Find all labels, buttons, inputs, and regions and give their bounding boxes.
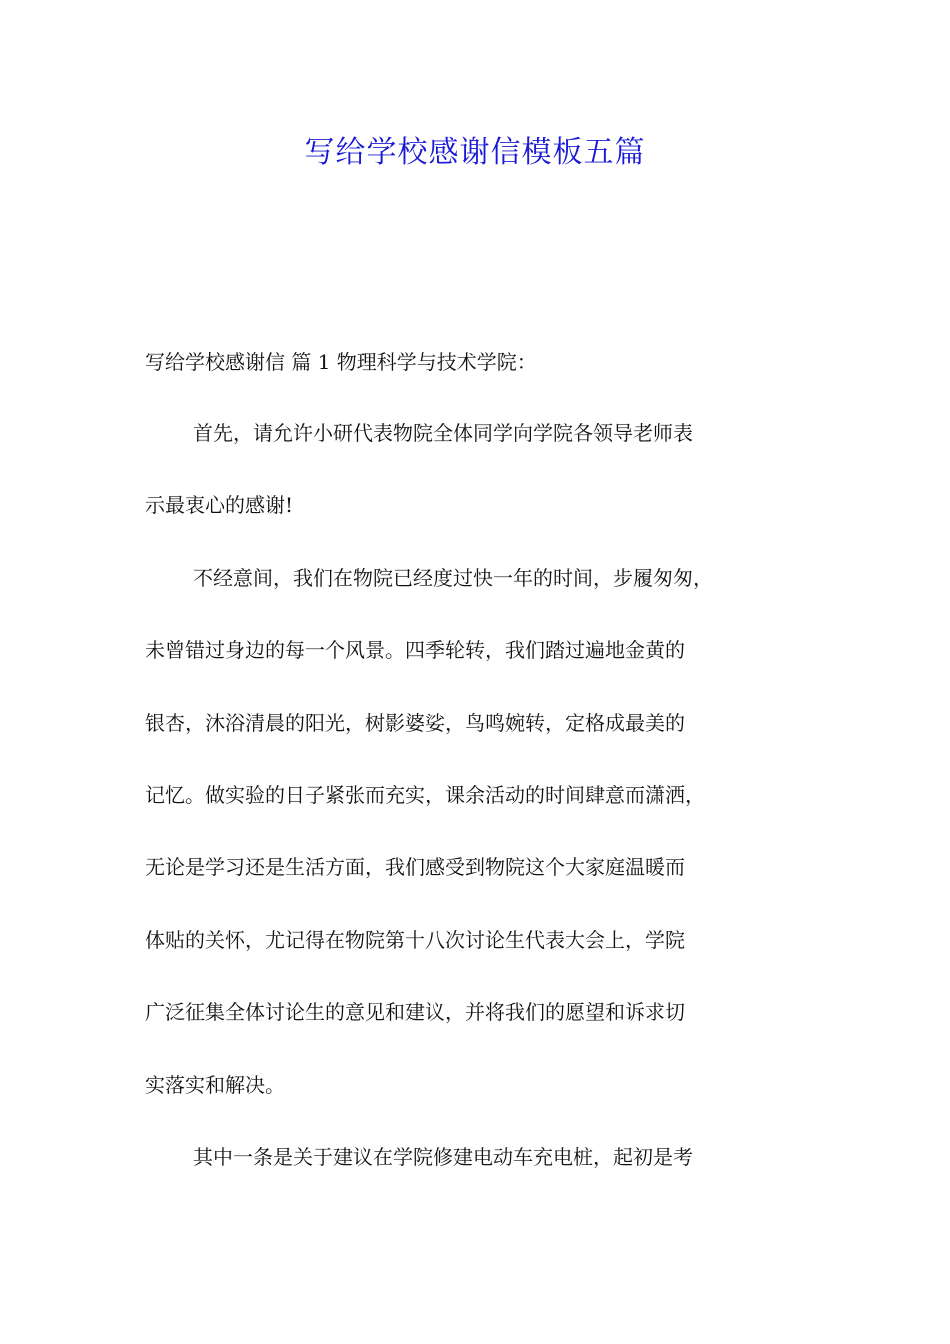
body-line: 未曾错过身边的每一个风景。四季轮转，我们踏过遍地金黄的 bbox=[145, 638, 685, 663]
document-title: 写给学校感谢信模板五篇 bbox=[304, 135, 646, 170]
body-line: 体贴的关怀，尤记得在物院第十八次讨论生代表大会上，学院 bbox=[145, 927, 685, 952]
body-line: 首先，请允许小研代表物院全体同学向学院各领导老师表 bbox=[193, 421, 693, 445]
document-body bbox=[145, 338, 835, 1205]
body-line: 无论是学习还是生活方面，我们感受到物院这个大家庭温暖而 bbox=[145, 855, 685, 880]
body-line: 实落实和解决。 bbox=[145, 1072, 285, 1097]
body-line: 写给学校感谢信 篇 1 物理科学与技术学院： bbox=[145, 350, 537, 374]
body-line: 不经意间，我们在物院已经度过快一年的时间，步履匆匆， bbox=[193, 565, 713, 590]
body-line: 记忆。做实验的日子紧张而充实，课余活动的时间肆意而潇洒， bbox=[145, 782, 705, 807]
body-line: 示最衷心的感谢! bbox=[145, 493, 294, 518]
body-line: 广泛征集全体讨论生的意见和建议，并将我们的愿望和诉求切 bbox=[145, 1000, 685, 1025]
body-line: 银杏，沐浴清晨的阳光，树影婆娑，鸟鸣婉转，定格成最美的 bbox=[145, 710, 685, 735]
body-line: 其中一条是关于建议在学院修建电动车充电桩，起初是考 bbox=[193, 1144, 693, 1169]
